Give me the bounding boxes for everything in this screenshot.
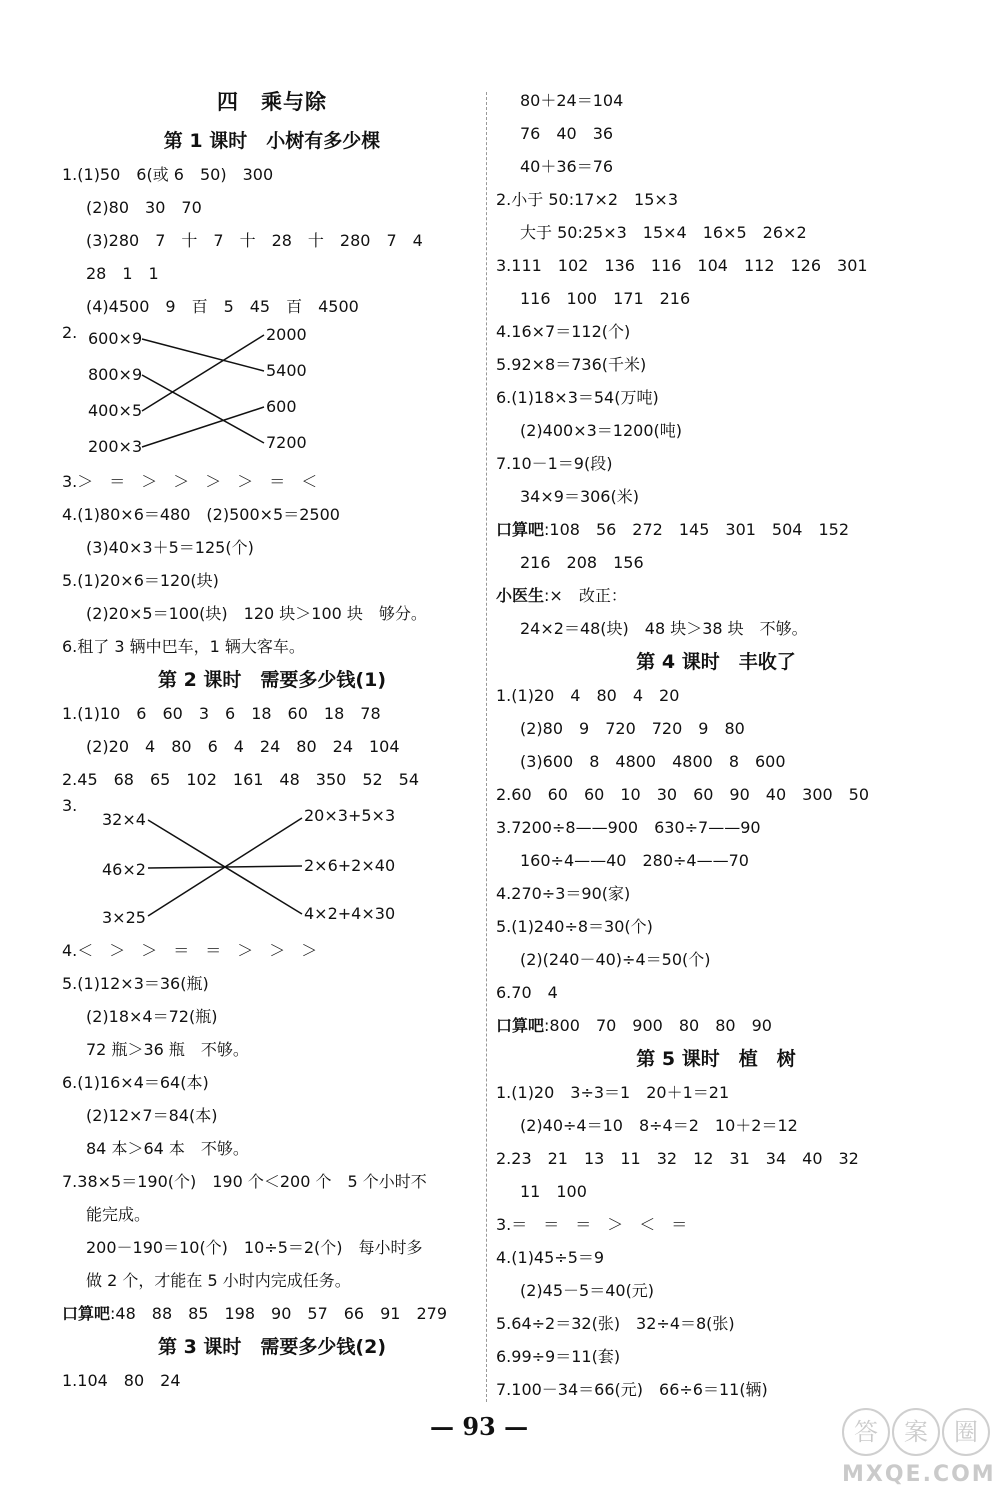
watermark-char: 圈 — [942, 1408, 990, 1456]
right-column — [496, 84, 936, 1406]
answer-line: (2)12×7＝84(本) — [86, 1106, 218, 1125]
answer-line: 做 2 个，才能在 5 小时内完成任务。 — [86, 1271, 351, 1290]
answer-line: 116 100 171 216 — [520, 289, 691, 308]
answer-line: (2)20 4 80 6 4 24 80 24 104 — [86, 737, 400, 756]
answer-line: 4.270÷3＝90(家) — [496, 884, 631, 903]
matching-left-item: 200×3 — [88, 437, 143, 456]
oral-practice-answers: :800 70 900 80 80 90 — [544, 1016, 772, 1035]
match-line — [142, 339, 264, 371]
matching-right-item: 20×3+5×3 — [304, 806, 396, 825]
section-4-title: 第 4 课时 丰收了 — [636, 651, 796, 673]
answer-line: 3.111 102 136 116 104 112 126 301 — [496, 256, 868, 275]
watermark-char: 答 — [842, 1408, 890, 1456]
column-divider — [486, 92, 487, 1402]
answer-line: 7.10－1＝9(段) — [496, 454, 613, 473]
answer-line: 5.92×8＝736(千米) — [496, 355, 647, 374]
little-doctor-answer: :× 改正： — [544, 586, 627, 605]
answer-line: 4.16×7＝112(个) — [496, 322, 631, 341]
oral-practice-line — [62, 1297, 482, 1330]
answer-line: 1.(1)20 3÷3＝1 20＋1＝21 — [496, 1083, 730, 1102]
matching-right-item: 2000 — [266, 325, 307, 344]
answer-line: 2.小于 50:17×2 15×3 — [496, 190, 678, 209]
section-2-title: 第 2 课时 需要多少钱(1) — [157, 669, 387, 691]
answer-line: (2)40÷4＝10 8÷4＝2 10＋2＝12 — [520, 1116, 798, 1135]
answer-line: 6.(1)18×3＝54(万吨) — [496, 388, 659, 407]
answer-line: 24×2＝48(块) 48 块＞38 块 不够。 — [520, 619, 808, 638]
answer-line: 6.99÷9＝11(套) — [496, 1347, 621, 1366]
answer-line: 1.(1)10 6 60 3 6 18 60 18 78 — [62, 704, 381, 723]
answer-line: 2.23 21 13 11 32 12 31 34 40 32 — [496, 1149, 859, 1168]
match-line — [142, 335, 264, 411]
answer-line: 160÷4——40 280÷4——70 — [520, 851, 749, 870]
answer-line: (2)80 30 70 — [86, 198, 202, 217]
chapter-title: 四 乘与除 — [217, 90, 327, 114]
matching-diagram-2 — [62, 796, 482, 934]
watermark-site: MXQE.COM — [842, 1462, 996, 1487]
oral-practice-label: 口算吧 — [496, 1016, 545, 1035]
matching-right-item: 2×6+2×40 — [304, 856, 396, 875]
answer-line: 1.(1)20 4 80 4 20 — [496, 686, 680, 705]
section-1-title: 第 1 课时 小树有多少棵 — [163, 130, 381, 152]
answer-line: 200－190＝10(个) 10÷5＝2(个) 每小时多 — [86, 1238, 423, 1257]
matching-right-item: 7200 — [266, 433, 307, 452]
oral-practice-answers: :108 56 272 145 301 504 152 — [544, 520, 850, 539]
answer-line: (3)40×3＋5＝125(个) — [86, 538, 254, 557]
answer-line: 28 1 1 — [86, 264, 159, 283]
watermark-logo — [842, 1408, 996, 1500]
matching-left-item: 800×9 — [88, 365, 143, 384]
oral-practice-label: 口算吧 — [62, 1304, 111, 1323]
answer-line: 6.70 4 — [496, 983, 558, 1002]
answer-line: 76 40 36 — [520, 124, 614, 143]
answer-line: 能完成。 — [86, 1205, 151, 1224]
answer-line: 72 瓶＞36 瓶 不够。 — [86, 1040, 249, 1059]
answer-line: 34×9＝306(米) — [520, 487, 639, 506]
answer-line: (2)20×5＝100(块) 120 块＞100 块 够分。 — [86, 604, 427, 623]
matching-lines-1 — [62, 323, 482, 465]
answer-line: 40＋36＝76 — [520, 157, 614, 176]
answer-line: (2)(240－40)÷4＝50(个) — [520, 950, 711, 969]
section-3-title: 第 3 课时 需要多少钱(2) — [157, 1336, 387, 1358]
matching-right-item: 5400 — [266, 361, 307, 380]
section-5-title: 第 5 课时 植 树 — [636, 1048, 796, 1070]
matching-left-item: 32×4 — [102, 810, 146, 829]
matching-left-item: 46×2 — [102, 860, 146, 879]
answer-line: 5.(1)20×6＝120(块) — [62, 571, 219, 590]
answer-line: (2)400×3＝1200(吨) — [520, 421, 682, 440]
answer-line: (4)4500 9 百 5 45 百 4500 — [86, 297, 359, 316]
little-doctor-label: 小医生 — [496, 586, 545, 605]
answer-line: 3.＞ ＝ ＞ ＞ ＞ ＞ ＝ ＜ — [62, 472, 318, 491]
oral-practice-answers: :48 88 85 198 90 57 66 91 279 — [110, 1304, 448, 1323]
answer-line: (3)280 7 十 7 十 28 十 280 7 4 — [86, 231, 423, 250]
matching-label: 2. — [62, 323, 78, 342]
match-line — [142, 407, 264, 447]
oral-practice-line — [496, 513, 936, 546]
answer-line: 4.(1)80×6＝480 (2)500×5＝2500 — [62, 505, 340, 524]
answer-line: 2.45 68 65 102 161 48 350 52 54 — [62, 770, 420, 789]
answer-line: 216 208 156 — [520, 553, 644, 572]
answer-line: (2)80 9 720 720 9 80 — [520, 719, 745, 738]
answer-line: 5.(1)12×3＝36(瓶) — [62, 974, 209, 993]
match-line — [142, 375, 264, 443]
answer-line: 84 本＞64 本 不够。 — [86, 1139, 249, 1158]
answer-line: 3.＝ ＝ ＝ ＞ ＜ ＝ — [496, 1215, 688, 1234]
matching-diagram-1 — [62, 323, 482, 465]
answer-line: 6.租了 3 辆中巴车，1 辆大客车。 — [62, 637, 305, 656]
answer-line: 5.(1)240÷8＝30(个) — [496, 917, 653, 936]
answer-line: 6.(1)16×4＝64(本) — [62, 1073, 209, 1092]
answer-line: (2)45－5＝40(元) — [520, 1281, 655, 1300]
answer-line: 1.104 80 24 — [62, 1371, 181, 1390]
matching-right-item: 4×2+4×30 — [304, 904, 396, 923]
matching-left-item: 3×25 — [102, 908, 146, 927]
answer-line: 1.(1)50 6(或 6 50) 300 — [62, 165, 274, 184]
answer-line: 4.(1)45÷5＝9 — [496, 1248, 605, 1267]
answer-line: 7.100－34＝66(元) 66÷6＝11(辆) — [496, 1380, 768, 1399]
matching-lines-2 — [62, 796, 482, 934]
answer-line: 3.7200÷8——900 630÷7——90 — [496, 818, 761, 837]
matching-left-item: 400×5 — [88, 401, 143, 420]
answer-line: 11 100 — [520, 1182, 587, 1201]
answer-line: 80＋24＝104 — [520, 91, 624, 110]
answer-line: (2)18×4＝72(瓶) — [86, 1007, 218, 1026]
left-column — [62, 80, 482, 1397]
little-doctor-line — [496, 579, 936, 612]
matching-right-item: 600 — [266, 397, 297, 416]
watermark-char: 案 — [892, 1408, 940, 1456]
oral-practice-line — [496, 1009, 936, 1042]
matching-left-item: 600×9 — [88, 329, 143, 348]
oral-practice-label: 口算吧 — [496, 520, 545, 539]
answer-line: 5.64÷2＝32(张) 32÷4＝8(张) — [496, 1314, 735, 1333]
page-number: — 93 — — [430, 1412, 529, 1441]
answer-line: 大于 50:25×3 15×4 16×5 26×2 — [520, 223, 807, 242]
answer-line: 7.38×5＝190(个) 190 个＜200 个 5 个小时不 — [62, 1172, 427, 1191]
answer-line: 4.＜ ＞ ＞ ＝ ＝ ＞ ＞ ＞ — [62, 941, 318, 960]
answer-line: (3)600 8 4800 4800 8 600 — [520, 752, 786, 771]
answer-line: 2.60 60 60 10 30 60 90 40 300 50 — [496, 785, 870, 804]
matching-label: 3. — [62, 796, 78, 815]
